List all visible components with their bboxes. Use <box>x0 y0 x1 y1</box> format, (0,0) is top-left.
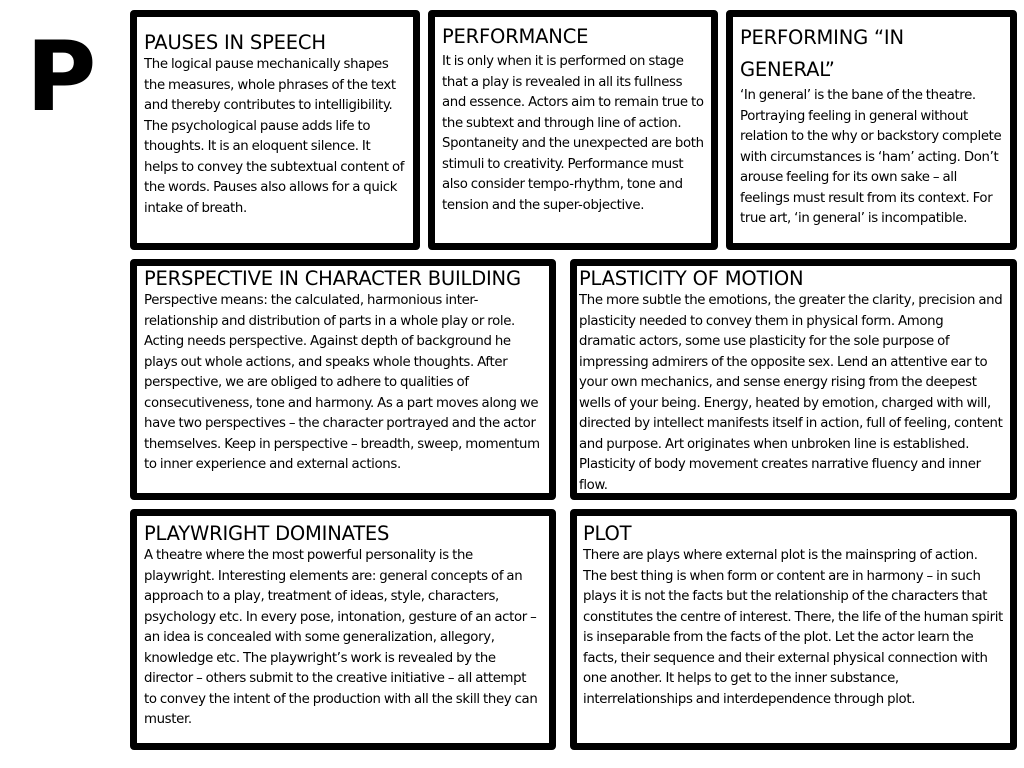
card-pauses-in-speech <box>130 10 420 250</box>
card-body: It is only when it is performed on stage that a play is revealed in all its fullness and essence. Actors aim to remain true to the subtext and through line of action. Spontaneity and the unexpected are both stimuli to creativity. Performance must also consider tempo-rhythm, tone and tension and the super-objective. <box>442 54 704 213</box>
card-title: PERSPECTIVE IN CHARACTER BUILDING <box>144 267 521 290</box>
card-title: PERFORMING “IN GENERAL” <box>740 26 904 81</box>
card-body: ‘In general’ is the bane of the theatre. Portraying feeling in general without relation to the why or backstory complete with circumstances is ‘ham’ acting. Don’t arouse feeling for its own sake – all feelings must result from its context. For true art, ‘in general’ is incompatible. <box>740 88 1002 226</box>
card-body: The logical pause mechanically shapes the measures, whole phrases of the text and thereby contributes to intelligibility. The psychological pause adds life to thoughts. It is an eloquent silence. It helps to convey the subtextual content of the words. Pauses also allows for a quick intake of breath. <box>144 57 405 216</box>
card-performing-in-general <box>726 10 1017 250</box>
card-body: Perspective means: the calculated, harmonious inter-relationship and distribution of parts in a whole play or role. Acting needs perspective. Against depth of background he plays out whole actions, and speaks whole thoughts. After perspective, we are obliged to adhere to qualities of consecutiveness, tone and harmony. As a part moves along we have two perspectives – the character portrayed and the actor themselves. Keep in perspective – breadth, sweep, momentum to inner experience and external actions. <box>144 293 540 472</box>
card-body: A theatre where the most powerful personality is the playwright. Interesting elements are: general concepts of an approach to a play, treatment of ideas, style, characters, psychology etc. In every pose, intonation, gesture of an actor – an idea is concealed with some generalization, allegory, knowledge etc. The playwright’s work is revealed by the director – others submit to the creative initiative – all attempt to convey the intent of the production with all the skill they can muster. <box>144 548 538 727</box>
card-title: PAUSES IN SPEECH <box>144 31 326 54</box>
card-playwright-dominates <box>130 509 556 750</box>
card-body: The more subtle the emotions, the greater the clarity, precision and plasticity needed to convey them in physical form. Among dramatic actors, some use plasticity for the sole purpose of impressing admirers of the opposite sex. Lend an attentive ear to your own mechanics, and sense energy rising from the deepest wells of your being. Energy, heated by emotion, charged with will, directed by intellect manifests itself in action, full of feeling, content and purpose. Art originates when unbroken line is established. Plasticity of body movement creates narrative fluency and inner flow. <box>579 293 1003 493</box>
card-plasticity-of-motion <box>570 259 1017 500</box>
card-title: PLOT <box>583 522 632 545</box>
card-performance <box>428 10 718 250</box>
card-perspective-in-character-building <box>130 259 556 500</box>
card-plot <box>570 509 1017 750</box>
card-title: PERFORMANCE <box>442 25 589 48</box>
section-letter: P <box>26 21 97 133</box>
card-title: PLASTICITY OF MOTION <box>579 267 804 290</box>
card-title: PLAYWRIGHT DOMINATES <box>144 522 390 545</box>
card-body: There are plays where external plot is the mainspring of action. The best thing is when form or content are in harmony – in such plays it is not the facts but the relationship of the characters that constitutes the centre of interest. There, the life of the human spirit is inseparable from the facts of the plot. Let the actor learn the facts, their sequence and their external physical connection with one another. It helps to get to the inner substance, interrelationships and interdependence through plot. <box>583 548 1003 707</box>
